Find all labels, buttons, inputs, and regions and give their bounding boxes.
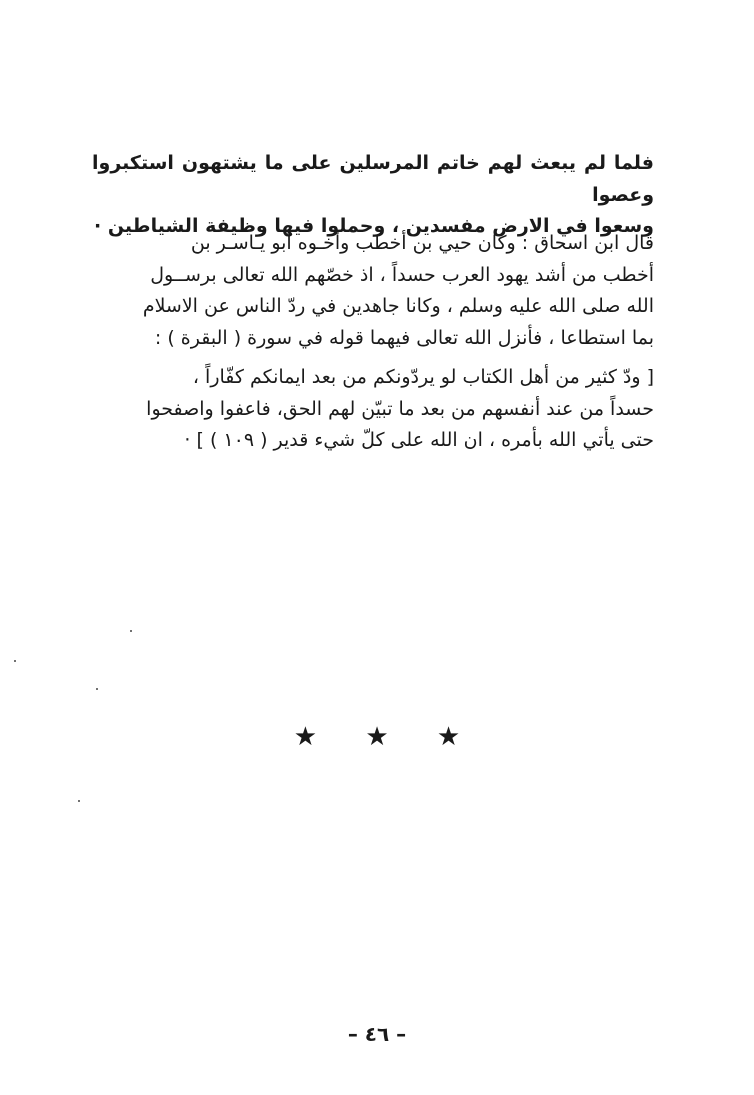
quran-verse-paragraph: [92, 362, 654, 457]
paragraph-1-text: فلما لم يبعث لهم خاتم المرسلين على ما يشتهون استكبروا وعصوا وسعوا في الارض مفسدين ، وحملوا فيها وظيفة الشياطين ·: [92, 152, 654, 237]
star-icon: ★: [436, 722, 461, 752]
scan-speck: [96, 688, 98, 690]
star-icon: ★: [293, 722, 318, 752]
scan-speck: [14, 660, 16, 662]
paragraph-2: [92, 228, 654, 354]
page-number: – ٤٦ –: [347, 1022, 407, 1046]
quran-verse-text: [ ودّ كثير من أهل الكتاب لو يردّونكم من بعد ايمانكم كفّاراً ، حسداً من عند أنفسهم من بعد ما تبيّن لهم الحق، فاعفوا واصفحوا حتى يأتي الله بأمره ، ان الله على كلّ شيء قدير ( ١٠٩ ) ] ·: [146, 366, 654, 451]
scan-speck: [130, 630, 132, 632]
star-icon: ★: [365, 722, 389, 752]
section-separator: [0, 722, 754, 752]
scan-speck: [78, 800, 80, 802]
paragraph-2-text: قال ابن اسحاق : وكان حيي بن أخطب وأخـوه أبو يـاسـر بن أخطب من أشد يهود العرب حسداً ، اذ خصّهم الله تعالى برســول الله صلى الله عليه وسلم ، وكانا جاهدين في ردّ الناس عن الاسلام بما استطاعا ، فأنزل الله تعالى فيهما قوله في سورة ( البقرة ) :: [142, 232, 654, 349]
